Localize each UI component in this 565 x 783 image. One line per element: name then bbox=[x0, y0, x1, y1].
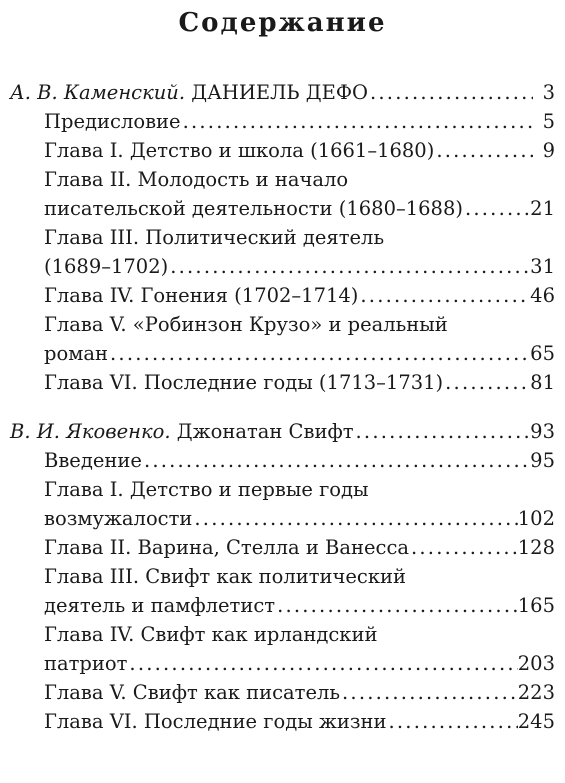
chapter-title: Глава I. Детство и первые годы bbox=[44, 478, 369, 501]
dot-leader bbox=[463, 194, 530, 223]
toc-author-entry[interactable] bbox=[0, 78, 565, 107]
dot-leader bbox=[340, 678, 518, 707]
dot-leader bbox=[387, 707, 518, 736]
dot-leader bbox=[354, 417, 531, 446]
dot-leader bbox=[409, 533, 518, 562]
chapter-title-cont: возмужалости bbox=[44, 507, 193, 530]
toc-chapter-entry-line2[interactable] bbox=[0, 194, 565, 223]
toc-section-defoe bbox=[0, 78, 565, 397]
toc-chapter-entry[interactable] bbox=[0, 707, 565, 736]
toc-chapter-entry-line1[interactable] bbox=[0, 165, 565, 194]
toc-chapter-entry-line1[interactable] bbox=[0, 475, 565, 504]
toc-chapter-entry[interactable] bbox=[0, 446, 565, 475]
toc-author-entry[interactable] bbox=[0, 417, 565, 446]
toc-chapter-entry-line1[interactable] bbox=[0, 223, 565, 252]
chapter-title: Глава V. Свифт как писатель bbox=[44, 681, 341, 704]
chapter-title: Введение bbox=[44, 449, 142, 472]
toc-chapter-entry-line1[interactable] bbox=[0, 620, 565, 649]
page-number: 81 bbox=[530, 371, 555, 394]
chapter-title: Глава I. Детство и школа (1661–1680) bbox=[44, 139, 435, 162]
chapter-title: Глава III. Политический деятель bbox=[44, 226, 385, 249]
toc-chapter-entry-line1[interactable] bbox=[0, 562, 565, 591]
chapter-title: Глава IV. Свифт как ирландский bbox=[44, 623, 378, 646]
chapter-title-cont: (1689–1702) bbox=[44, 255, 169, 278]
page-number: 203 bbox=[517, 652, 555, 675]
work-title: ДАНИЕЛЬ ДЕФО bbox=[191, 81, 368, 104]
page-number: 9 bbox=[542, 139, 555, 162]
toc-chapter-entry[interactable] bbox=[0, 136, 565, 165]
dot-leader bbox=[192, 504, 517, 533]
table-of-contents bbox=[0, 78, 565, 756]
toc-chapter-entry-line2[interactable] bbox=[0, 252, 565, 281]
author-name: В. И. Яковенко. bbox=[10, 420, 171, 443]
page-number: 31 bbox=[530, 255, 555, 278]
chapter-title-cont: деятель и памфлетист bbox=[44, 594, 276, 617]
toc-chapter-entry[interactable] bbox=[0, 678, 565, 707]
page-title: Содержание bbox=[178, 8, 387, 38]
chapter-title-cont: патриот bbox=[44, 652, 128, 675]
dot-leader bbox=[434, 136, 533, 165]
toc-chapter-entry[interactable] bbox=[0, 107, 565, 136]
author-name: А. В. Каменский. bbox=[10, 81, 186, 104]
chapter-title: Глава II. Молодость и начало bbox=[44, 168, 349, 191]
page-number: 46 bbox=[530, 284, 555, 307]
page-number: 128 bbox=[517, 536, 555, 559]
dot-leader bbox=[142, 446, 530, 475]
dot-leader bbox=[181, 107, 533, 136]
page-number: 93 bbox=[530, 420, 555, 443]
toc-chapter-entry-line2[interactable] bbox=[0, 339, 565, 368]
dot-leader bbox=[127, 649, 517, 678]
page-number: 3 bbox=[542, 81, 555, 104]
page-number: 245 bbox=[517, 710, 555, 733]
page-number: 223 bbox=[517, 681, 555, 704]
page-number: 102 bbox=[517, 507, 555, 530]
page-number: 65 bbox=[530, 342, 555, 365]
page-number: 95 bbox=[530, 449, 555, 472]
toc-chapter-entry-line2[interactable] bbox=[0, 591, 565, 620]
toc-chapter-entry-line2[interactable] bbox=[0, 649, 565, 678]
dot-leader bbox=[358, 281, 530, 310]
page-number: 5 bbox=[542, 110, 555, 133]
toc-chapter-entry[interactable] bbox=[0, 281, 565, 310]
dot-leader bbox=[275, 591, 518, 620]
chapter-title: Предисловие bbox=[44, 110, 181, 133]
chapter-title: Глава VI. Последние годы жизни bbox=[44, 710, 387, 733]
chapter-title-cont: писательской деятельности (1680–1688) bbox=[44, 197, 463, 220]
toc-chapter-entry[interactable] bbox=[0, 368, 565, 397]
dot-leader bbox=[368, 78, 533, 107]
toc-chapter-entry-line1[interactable] bbox=[0, 310, 565, 339]
dot-leader bbox=[108, 339, 530, 368]
page-number: 165 bbox=[517, 594, 555, 617]
chapter-title-cont: роман bbox=[44, 342, 109, 365]
toc-chapter-entry-line2[interactable] bbox=[0, 504, 565, 533]
chapter-title: Глава V. «Робинзон Крузо» и реальный bbox=[44, 313, 448, 336]
dot-leader bbox=[443, 368, 530, 397]
work-title: Джонатан Свифт bbox=[176, 420, 354, 443]
chapter-title: Глава IV. Гонения (1702–1714) bbox=[44, 284, 359, 307]
chapter-title: Глава VI. Последние годы (1713–1731) bbox=[44, 371, 444, 394]
dot-leader bbox=[168, 252, 530, 281]
chapter-title: Глава II. Варина, Стелла и Ванесса bbox=[44, 536, 409, 559]
chapter-title: Глава III. Свифт как политический bbox=[44, 565, 407, 588]
page-number: 21 bbox=[530, 197, 555, 220]
toc-section-swift bbox=[0, 417, 565, 736]
toc-chapter-entry[interactable] bbox=[0, 533, 565, 562]
